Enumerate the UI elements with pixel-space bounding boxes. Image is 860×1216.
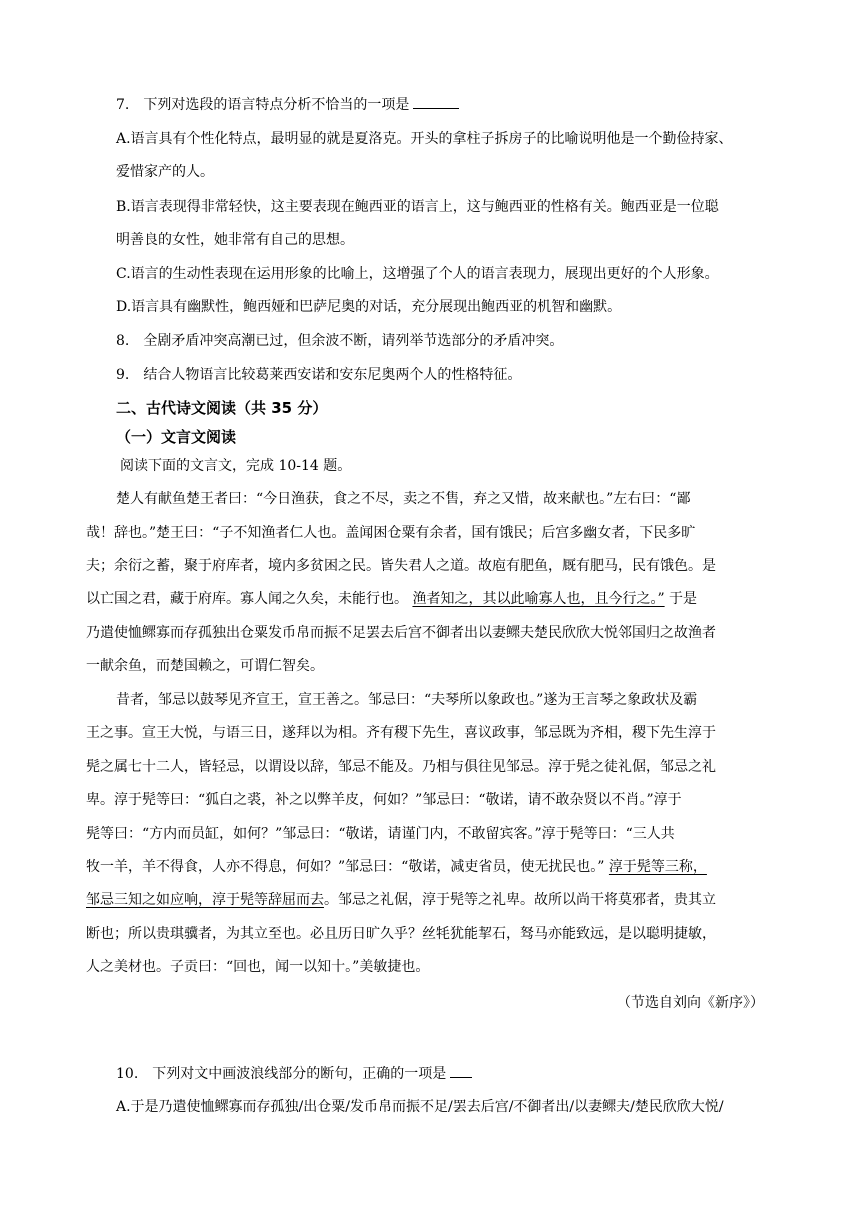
passage-line: 哉！辞也。”楚王曰：“子不知渔者仁人也。盖闻困仓粟有余者，国有饿民；后宫多幽女者，下民多旷 (86, 525, 696, 541)
underlined-sentence: 渔者知之，其以此喻寡人也，且今行之。” (412, 591, 665, 607)
passage-line (86, 589, 697, 609)
passage-line (86, 857, 707, 877)
section-title: 二、古代诗文阅读（共 35 分） (116, 399, 328, 417)
passage-line: 髡等曰：“方内而员缸，如何？”邹忌曰：“敬诺，请谨门内，不敢留宾客。”淳于髡等曰：“三人共 (86, 826, 675, 842)
passage-line: 卑。淳于髡等曰：“狐白之裘，补之以弊羊皮，何如？”邹忌曰：“敬诺，请不敢杂贤以不肖。”淳于 (86, 792, 682, 808)
q7-option-a-cont: 爱惜家产的人。 (116, 164, 214, 180)
passage-line: 楚人有献鱼楚王者曰：“今日渔获，食之不尽，卖之不售，弃之又惜，故来献也。”左右曰：“鄙 (116, 491, 691, 507)
passage-line: 夫；余衍之蓄，聚于府库者，境内多贫困之民。皆失君人之道。故庖有肥鱼，厩有肥马，民有饿色。是 (86, 558, 716, 574)
q7-option-c: C.语言的生动性表现在运用形象的比喻上，这增强了个人的语言表现力，展现出更好的个人形象。 (116, 266, 719, 282)
passage-line: 一献余鱼，而楚国赖之，可谓仁智矣。 (86, 658, 324, 674)
subsection-title: （一）文言文阅读 (116, 428, 237, 446)
question-7-stem: 7. 下列对选段的语言特点分析不恰当的一项是 (116, 97, 410, 113)
source-citation: （节选自刘向《新序》） (617, 995, 764, 1011)
q7-option-a: A.语言具有个性化特点，最明显的就是夏洛克。开头的拿柱子拆房子的比喻说明他是一个勤俭持家、 (116, 131, 733, 147)
passage-text: 于是 (664, 591, 698, 607)
q7-option-d: D.语言具有幽默性，鲍西娅和巴萨尼奥的对话，充分展现出鲍西亚的机智和幽默。 (116, 299, 622, 315)
passage-text: 以亡国之君，藏于府库。寡人闻之久矣，未能行也。 (86, 591, 413, 607)
reading-instruction: 阅读下面的文言文，完成 10-14 题。 (120, 458, 352, 474)
passage-line (86, 890, 716, 910)
q10-option-a: A.于是乃遣使恤鳏寡而存孤独/出仓粟/发币帛而振不足/罢去后宫/不御者出/以妻鳏夫/楚民欣欣大悦/ (116, 1099, 724, 1115)
question-9: 9. 结合人物语言比较葛莱西安诺和安东尼奥两个人的性格特征。 (116, 367, 522, 383)
passage-line: 王之事。宣王大悦，与语三日，遂拜以为相。齐有稷下先生，喜议政事，邹忌既为齐相，稷下先生淳于 (86, 725, 716, 741)
passage-text: 牧一羊，羊不得食，人亦不得息，何如？”邹忌曰：“敬诺，减吏省员，使无扰民也。” (86, 859, 609, 875)
question-7 (116, 94, 459, 115)
question-10 (116, 1063, 472, 1084)
passage-line: 断也；所以贵琪骥者，为其立至也。必且历日旷久乎？丝牦犹能挈石，驽马亦能致远，是以聪明捷敏， (86, 926, 716, 942)
passage-line: 髡之属七十二人，皆轻忌，以谓设以辞，邹忌不能及。乃相与俱往见邹忌。淳于髡之徒礼倨，邹忌之礼 (86, 759, 716, 775)
answer-blank (413, 94, 459, 109)
passage-text: 。邹忌之礼倨，淳于髡等之礼卑。故所以尚干将莫邪者，贵其立 (324, 892, 716, 908)
q7-option-b-cont: 明善良的女性，她非常有自己的思想。 (116, 232, 354, 248)
passage-line: 昔者，邹忌以鼓琴见齐宣王，宣王善之。邹忌曰：“夫琴所以象政也。”遂为王言琴之象政状及霸 (116, 692, 698, 708)
question-10-stem: 10. 下列对文中画波浪线部分的断句，正确的一项是 (116, 1066, 447, 1082)
passage-wavy-line: 乃遣使恤鳏寡而存孤独出仓粟发币帛而振不足罢去后宫不御者出以妻鳏夫楚民欣欣大悦邻国归之故渔者 (86, 625, 716, 641)
underlined-sentence: 邹忌三知之如应响，淳于髡等辞屈而去 (86, 892, 324, 908)
answer-blank (450, 1063, 472, 1078)
underlined-sentence: 淳于髡等三称， (608, 859, 707, 875)
question-8: 8. 全剧矛盾冲突高潮已过，但余波不断，请列举节选部分的矛盾冲突。 (116, 333, 564, 349)
q7-option-b: B.语言表现得非常轻快，这主要表现在鲍西亚的语言上，这与鲍西亚的性格有关。鲍西亚是一位聪 (116, 199, 719, 215)
passage-line: 人之美材也。子贡曰：“回也，闻一以知十。”美敏捷也。 (86, 959, 430, 975)
